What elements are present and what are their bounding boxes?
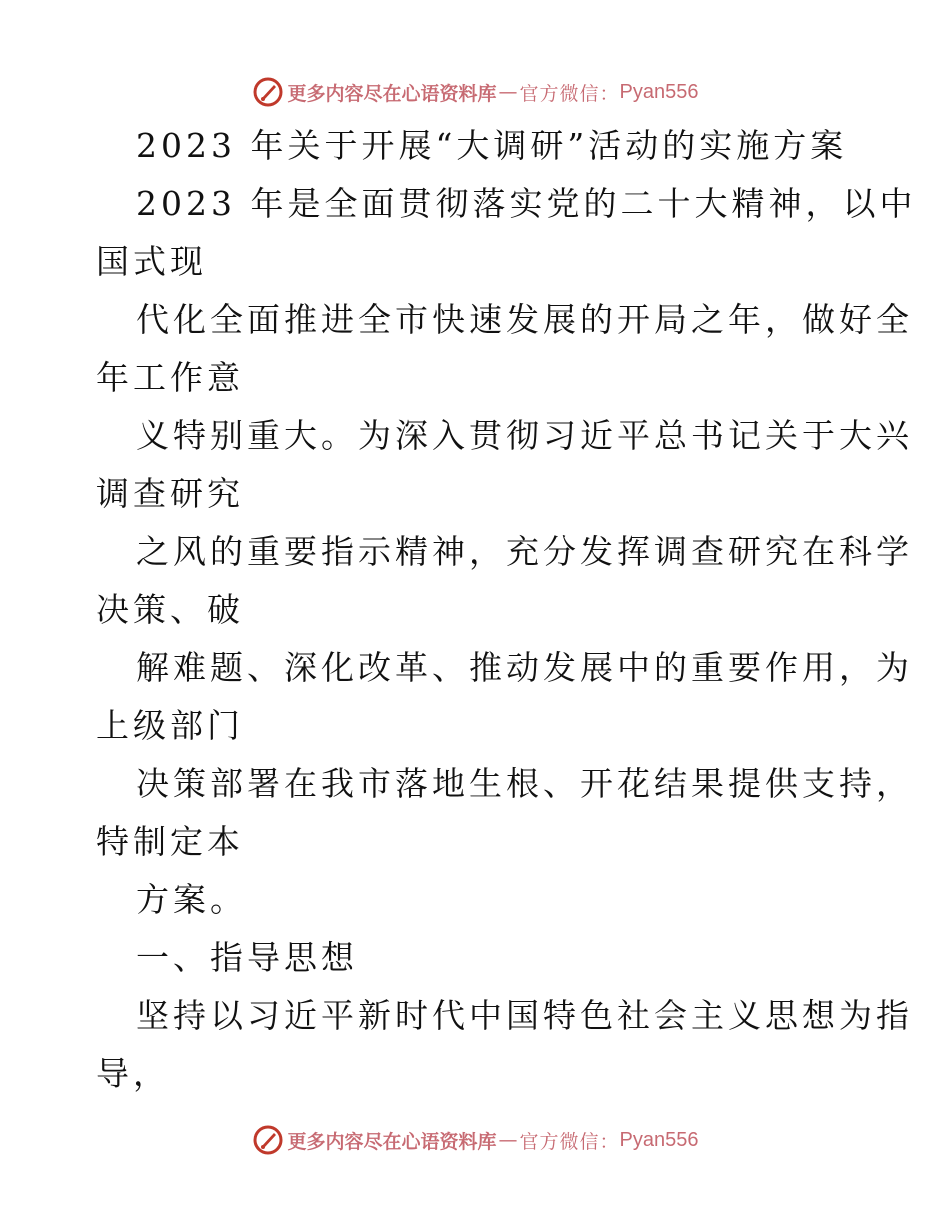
text-line: 年工作意: [96, 358, 244, 397]
brand-logo-icon: [252, 76, 284, 108]
banner-wechat-id: Pyan556: [619, 1128, 699, 1151]
footer-banner: [0, 1120, 950, 1160]
text-line: 导，: [96, 1054, 170, 1093]
banner-wechat-label: 官方微信：: [519, 82, 620, 105]
header-banner: [0, 72, 950, 112]
banner-slogan: 更多内容尽在心语资料库: [287, 82, 497, 105]
banner-dash: —: [498, 1129, 518, 1151]
text-line: 代化全面推进全市快速发展的开局之年，做好全: [136, 300, 913, 339]
brand-logo-icon: [252, 1124, 284, 1156]
banner-dash: —: [498, 81, 518, 103]
document-title: 2023 年关于开展“大调研”活动的实施方案: [136, 126, 848, 165]
text-line: 坚持以习近平新时代中国特色社会主义思想为指: [136, 996, 913, 1035]
banner-wechat-id: Pyan556: [619, 80, 699, 103]
text-line: 决策、破: [96, 590, 244, 629]
text-line: 方案。: [136, 880, 247, 919]
text-line: 特制定本: [96, 822, 244, 861]
text-line: 之风的重要指示精神，充分发挥调查研究在科学: [136, 532, 913, 571]
banner-slogan: 更多内容尽在心语资料库: [287, 1130, 497, 1153]
text-line: 决策部署在我市落地生根、开花结果提供支持，: [136, 764, 913, 803]
text-line: 国式现: [96, 242, 207, 281]
banner-wechat-label: 官方微信：: [519, 1130, 620, 1153]
text-line: 解难题、深化改革、推动发展中的重要作用，为: [136, 648, 913, 687]
text-line: 调查研究: [96, 474, 244, 513]
document-body: [96, 117, 917, 1103]
text-line: 上级部门: [96, 706, 244, 745]
text-line: 义特别重大。为深入贯彻习近平总书记关于大兴: [136, 416, 913, 455]
text-line: 2023 年是全面贯彻落实党的二十大精神，以中: [136, 184, 917, 223]
section-heading: 一、指导思想: [136, 938, 358, 977]
